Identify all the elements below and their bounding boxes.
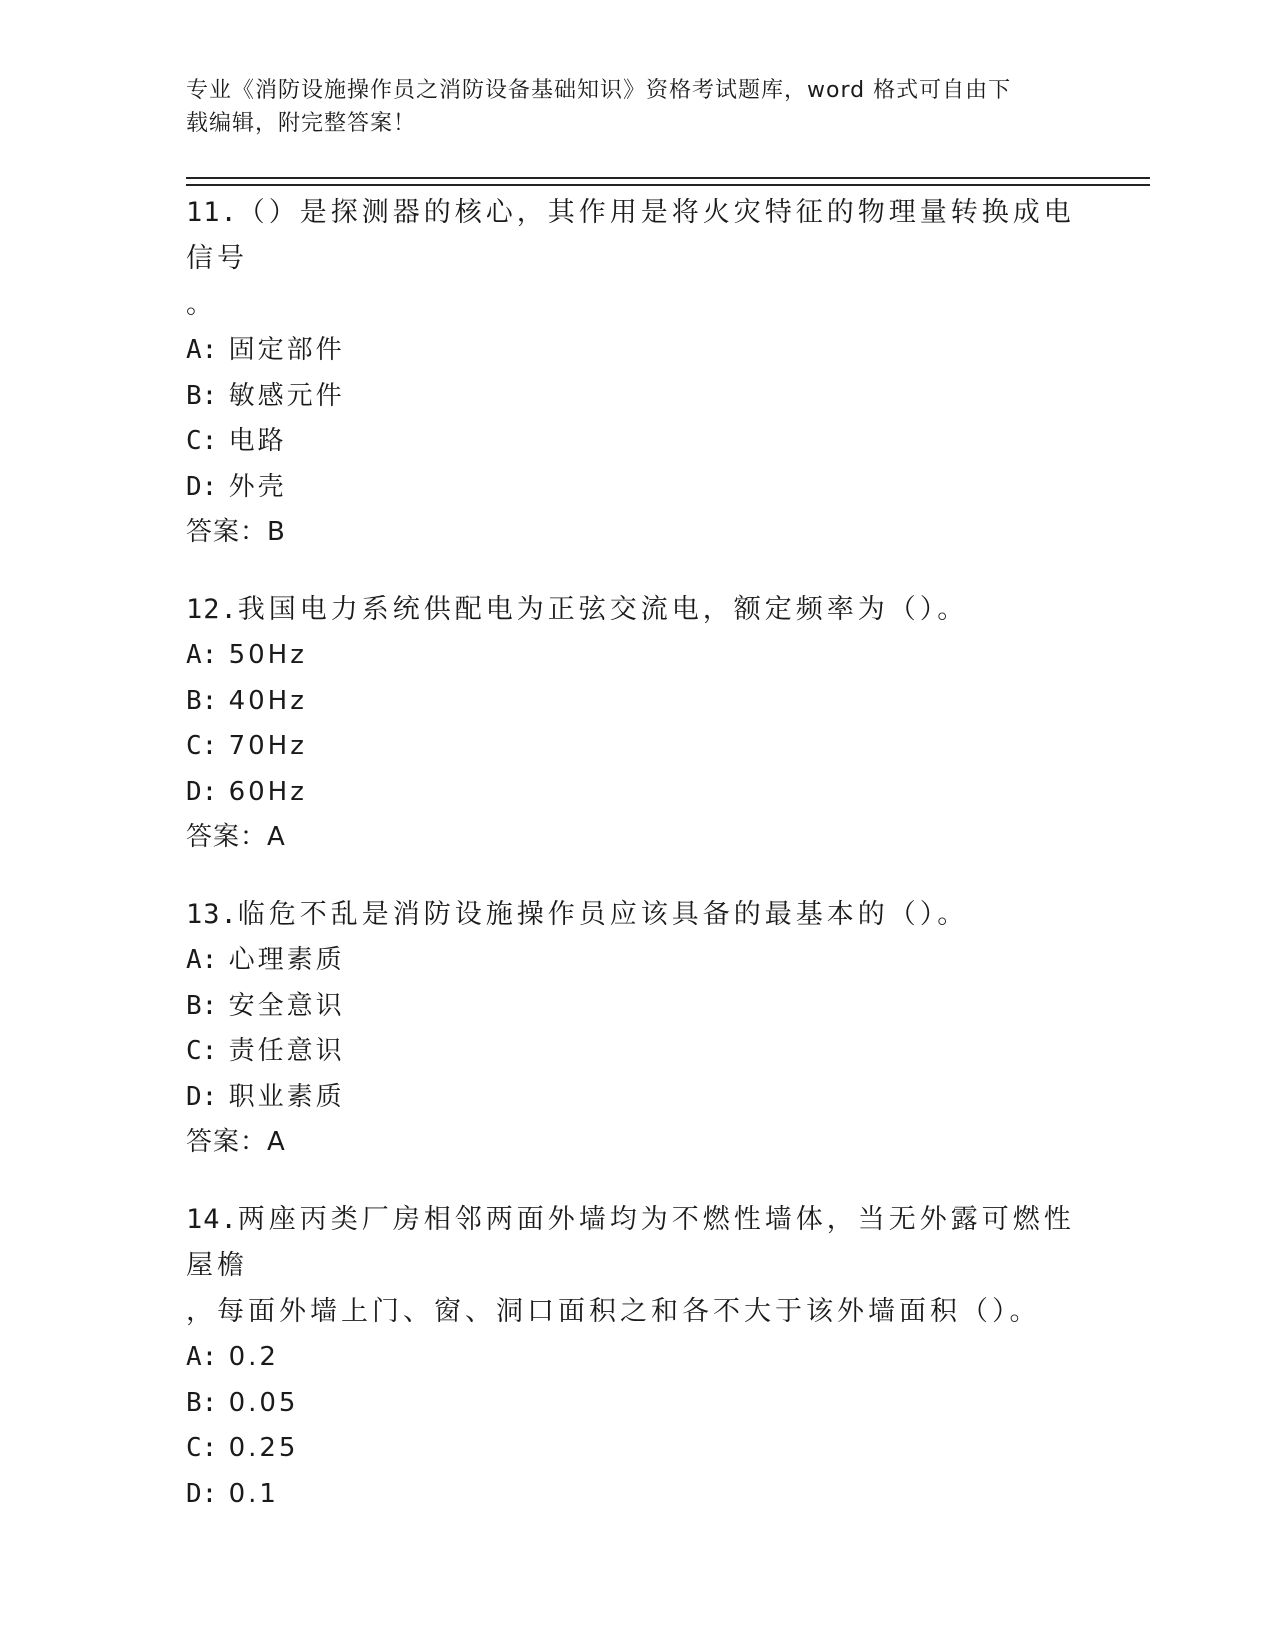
option-letter: A:	[186, 1342, 218, 1372]
option-text: 70Hz	[228, 731, 307, 761]
question-stem-continued: 。	[186, 289, 217, 320]
question-number: 14.	[186, 1204, 238, 1235]
option-text: 心理素质	[228, 945, 345, 975]
option-letter: D:	[186, 1478, 218, 1509]
option-letter: D:	[186, 1081, 218, 1112]
option-a	[186, 1335, 1086, 1381]
answer-line: 答案：B	[186, 517, 286, 547]
answer-line: 答案：A	[186, 1127, 286, 1157]
question-text: 我国电力系统供配电为正弦交流电，额定频率为（）。	[237, 594, 969, 625]
option-d	[186, 1075, 1086, 1121]
question-stem	[186, 1197, 1086, 1289]
option-c	[186, 1029, 1086, 1075]
question-stem	[186, 190, 1086, 282]
option-text: 40Hz	[228, 685, 307, 716]
header-line-2: 载编辑，附完整答案！	[186, 111, 417, 136]
option-d	[186, 1472, 1086, 1518]
option-letter: B:	[186, 380, 218, 411]
question-stem-continued: ，每面外墙上门、窗、洞口面积之和各不大于该外墙面积（）。	[186, 1296, 1041, 1327]
option-b	[186, 679, 1086, 725]
option-letter: A:	[186, 640, 218, 670]
question-14	[186, 1197, 1086, 1517]
option-letter: D:	[186, 471, 218, 502]
option-letter: C:	[186, 731, 218, 761]
answer-line: 答案：A	[186, 822, 286, 852]
question-13	[186, 892, 1086, 1165]
option-letter: D:	[186, 776, 218, 807]
question-stem	[186, 587, 1086, 633]
option-letter: A:	[186, 945, 218, 975]
option-b	[186, 374, 1086, 420]
question-number: 11.	[186, 197, 238, 228]
question-12	[186, 587, 1086, 860]
option-letter: A:	[186, 335, 218, 365]
option-a	[186, 328, 1086, 374]
option-c	[186, 419, 1086, 465]
option-text: 外壳	[228, 471, 287, 502]
option-text: 0.05	[228, 1387, 299, 1418]
option-text: 安全意识	[228, 990, 345, 1021]
question-text: 临危不乱是消防设施操作员应该具备的最基本的（）。	[237, 899, 969, 930]
option-c	[186, 724, 1086, 770]
option-letter: B:	[186, 685, 218, 716]
option-text: 0.25	[228, 1433, 299, 1463]
question-text: 两座丙类厂房相邻两面外墙均为不燃性墙体，当无外露可燃性屋檐	[186, 1204, 1075, 1281]
option-text: 60Hz	[228, 776, 307, 807]
question-text: （）是探测器的核心，其作用是将火灾特征的物理量转换成电信号	[186, 197, 1075, 274]
question-11	[186, 190, 1086, 555]
option-letter: C:	[186, 1036, 218, 1066]
question-number: 13.	[186, 899, 238, 930]
option-text: 责任意识	[228, 1036, 345, 1066]
option-text: 电路	[228, 426, 287, 456]
option-a	[186, 633, 1086, 679]
option-text: 0.1	[228, 1478, 279, 1509]
option-letter: C:	[186, 1433, 218, 1463]
option-b	[186, 984, 1086, 1030]
option-letter: B:	[186, 1387, 218, 1418]
option-letter: C:	[186, 426, 218, 456]
option-c	[186, 1426, 1086, 1472]
header-divider-bottom	[186, 184, 1150, 186]
question-stem	[186, 892, 1086, 938]
option-d	[186, 465, 1086, 511]
question-list	[186, 190, 1086, 1549]
option-text: 敏感元件	[228, 380, 345, 411]
document-header-note	[186, 74, 1066, 140]
option-d	[186, 770, 1086, 816]
option-b	[186, 1381, 1086, 1427]
option-text: 50Hz	[228, 640, 307, 670]
header-divider-top	[186, 177, 1150, 179]
option-text: 固定部件	[228, 335, 345, 365]
option-text: 0.2	[228, 1342, 279, 1372]
header-line-1: 专业《消防设施操作员之消防设备基础知识》资格考试题库，word 格式可自由下	[186, 78, 1012, 103]
option-text: 职业素质	[228, 1081, 345, 1112]
option-letter: B:	[186, 990, 218, 1021]
question-number: 12.	[186, 594, 238, 625]
option-a	[186, 938, 1086, 984]
